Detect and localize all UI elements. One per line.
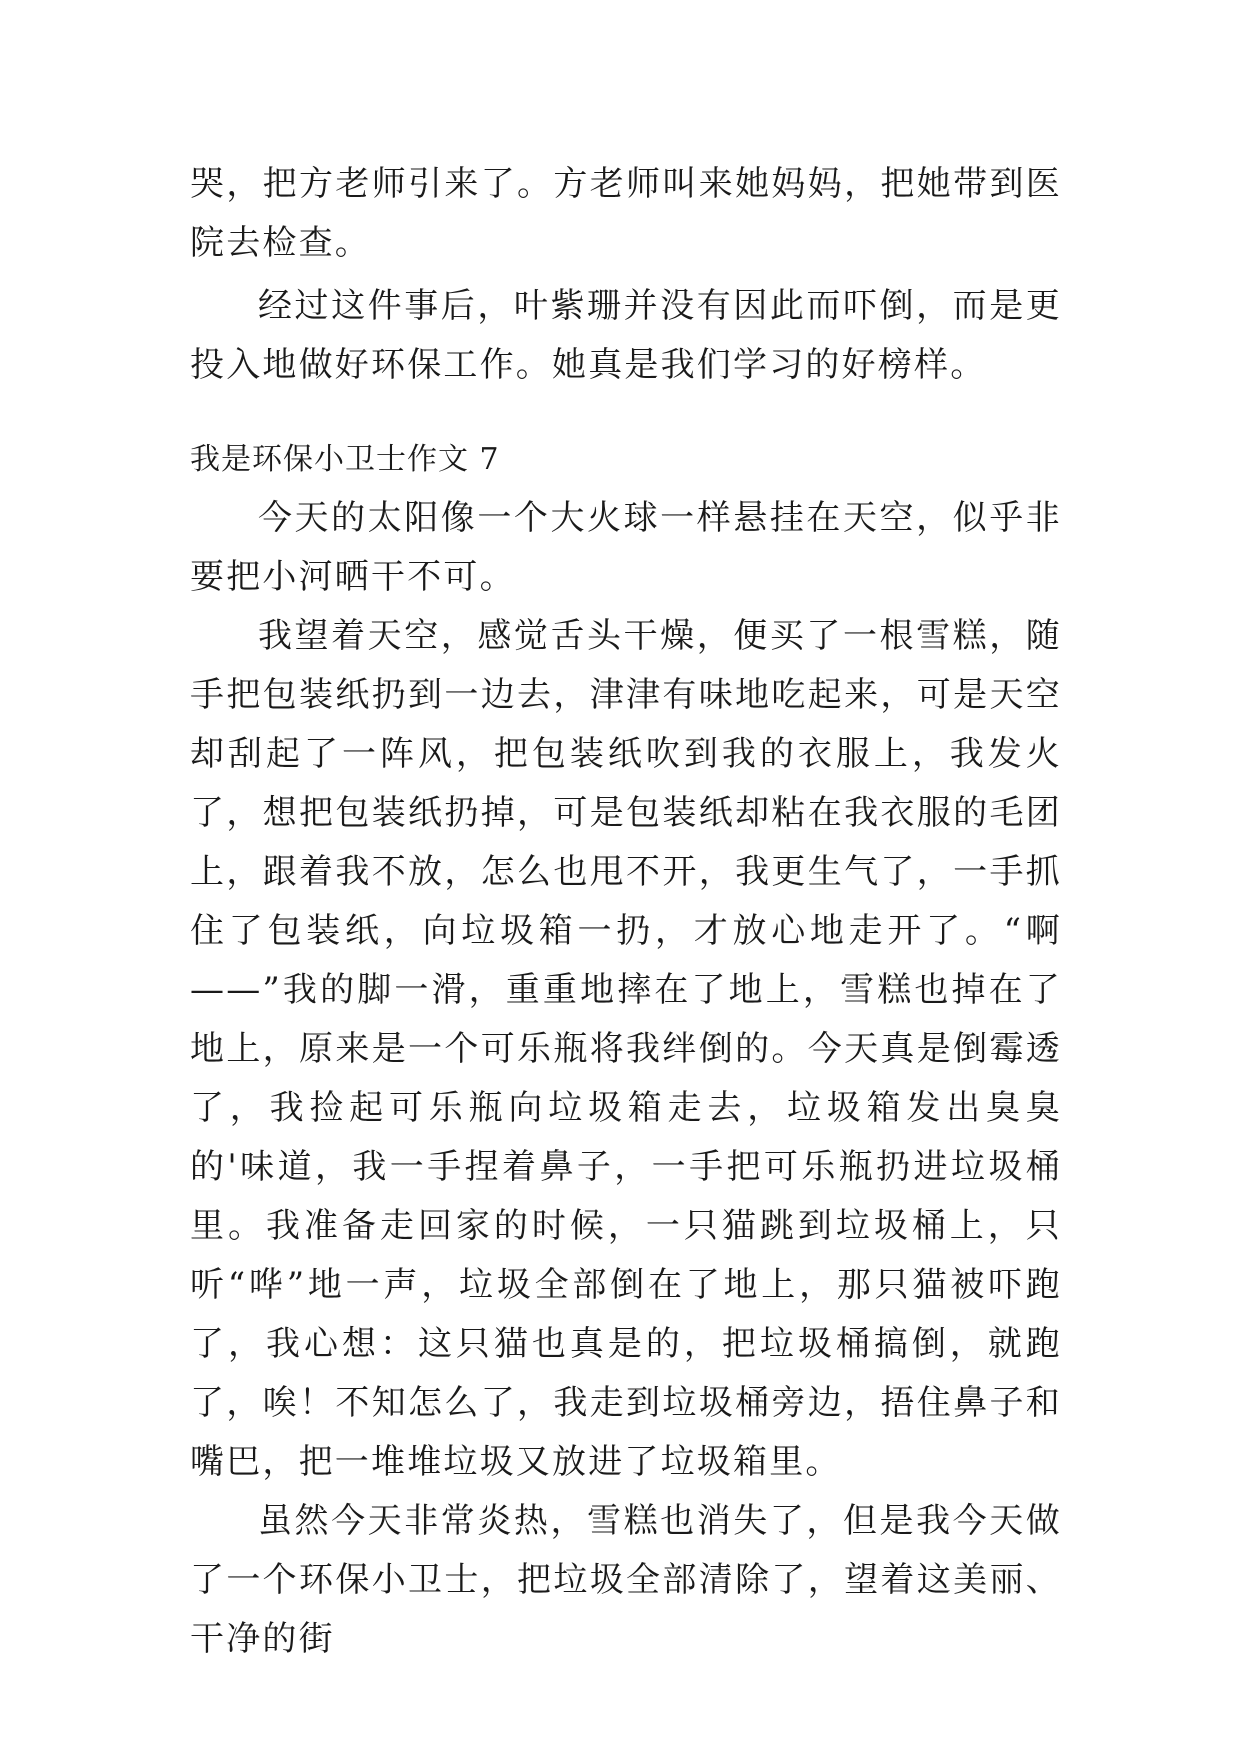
paragraph-conclusion: 经过这件事后，叶紫珊并没有因此而吓倒，而是更投入地做好环保工作。她真是我们学习的好榜样。: [190, 286, 1062, 385]
paragraph-2: 我望着天空，感觉舌头干燥，便买了一根雪糕，随手把包装纸扔到一边去，津津有味地吃起来，可是天空却刮起了一阵风，把包装纸吹到我的衣服上，我发火了，想把包装纸扔掉，可是包装纸却粘在我衣服的毛团上，跟着我不放，怎么也甩不开，我更生气了，一手抓住了包装纸，向垃圾箱一扔，才放心地走开了。“啊——”我的脚一滑，重重地摔在了地上，雪糕也掉在了地上，原来是一个可乐瓶将我绊倒的。今天真是倒霉透了，我捡起可乐瓶向垃圾箱走去，垃圾箱发出臭臭的'味道，我一手捏着鼻子，一手把可乐瓶扔进垃圾桶里。我准备走回家的时候，一只猫跳到垃圾桶上，只听“哗”地一声，垃圾全部倒在了地上，那只猫被吓跑了，我心想：这只猫也真是的，把垃圾桶搞倒，就跑了，唉！不知怎么了，我走到垃圾桶旁边，捂住鼻子和嘴巴，把一堆堆垃圾又放进了垃圾箱里。: [190, 616, 1062, 1482]
section-title: 我是环保小卫士作文 7: [190, 442, 500, 477]
document-page: [190, 155, 1062, 1669]
paragraph-1: 今天的太阳像一个大火球一样悬挂在天空，似乎非要把小河晒干不可。: [190, 498, 1062, 597]
paragraph-continuation: 哭，把方老师引来了。方老师叫来她妈妈，把她带到医院去检查。: [190, 164, 1062, 263]
paragraph-3: 虽然今天非常炎热，雪糕也消失了，但是我今天做了一个环保小卫士，把垃圾全部清除了，望着这美丽、干净的街: [190, 1501, 1062, 1659]
